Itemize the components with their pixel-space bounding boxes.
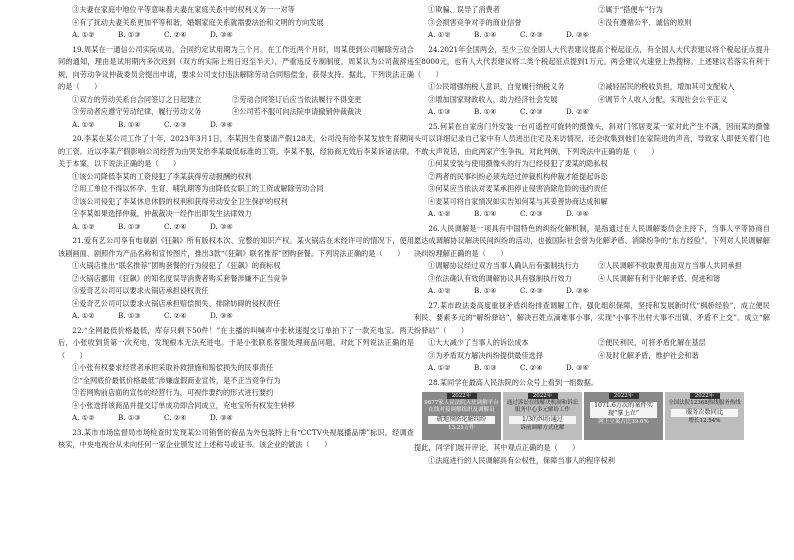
option: ④人民调解有利于化解矛盾、促进和谐 <box>598 273 721 283</box>
question-25-choices <box>414 208 770 221</box>
card-desc <box>584 399 663 401</box>
choice-a[interactable]: A. ①② <box>72 311 95 320</box>
question-24-stem: 24.2021年全国两会，至少三位全国人大代表建议提高个税起征点，有全国人大代表建议将个税起征点提升至8000元，也有人大代表建议将二类个税起征点提到1万元。两会建议火速登上热搜榜。上述建议若落实有利于（ ） <box>414 44 770 79</box>
choice-d[interactable]: D. ③④ <box>210 119 233 129</box>
card-year: 2022年 <box>690 393 720 399</box>
choice-d[interactable]: D. ③④ <box>210 413 233 422</box>
option: ③劳动者应遵守劳动纪律，履行劳动义务 <box>72 107 202 116</box>
option: ③增加国家财政收入，助力经济社会发展 <box>428 94 558 104</box>
card-value2: 13.21万件 <box>448 425 475 431</box>
question-25-stem: 25.何某在自家房门外安装一台可遥控可旋转的摄像头，斜对门邻居麦某一家对此产生不满，因而某的摄像头可以详细记录自己家中有人员进出住宅及来访情况，还会收集到他们在家院进的声音，导致家人即使关着门也不敢大声说话，由此两家产生争执。对此判例，下列说法中正确的是（ ） <box>414 121 770 156</box>
question-21-stem: 21.爱有艺公司享有电视剧《狂飙》所有版权本次、完整的知识产权。某火锅店在未经许可的情况下，使用该剧画面、剧照作为产品名称和宣传图片，推出3款“《狂飙》联名推荐”团购套餐。下列说法正确的是（ ） <box>58 236 414 258</box>
option: ②“全网底价最低价格最低”涉嫌虚假商业宣传，是不正当竞争行为 <box>72 375 281 385</box>
option: ④爱奇艺公司可以要求火锅店承担赔偿损失、排除妨碍的侵权责任 <box>72 298 281 308</box>
choice-a[interactable]: A. ①② <box>72 221 95 231</box>
option: ②便民利民，可将矛盾化解在基层 <box>598 338 706 347</box>
question-20-choices <box>58 221 414 234</box>
card-value2: 增长12.54% <box>688 418 721 424</box>
choice-c[interactable]: C. ②④ <box>164 311 187 320</box>
card-value2: 网上立案占比39.6% <box>598 419 649 425</box>
option: ②劳动合同签订后应当依法履行不得变更 <box>232 94 362 104</box>
choice-c[interactable]: C. ②③ <box>520 209 543 218</box>
option: ④小张选择该商品并提交订单成功即合同成立，充电宝所有权发生转移 <box>72 400 295 410</box>
option: ②属于“搭便车”行为 <box>598 5 663 14</box>
card-desc: 9677家人民法院入驻调解平台在线对接调解组织及调解员 <box>424 400 499 413</box>
question-24-choices <box>414 106 770 119</box>
question-23-stem: 23.某市市场监督局市场检查时发现某公司销售的商品为外包装特上有“CCTV央视展播品牌”标识。经调查核实，中央电视台从未向任何一家企业颁发过上述称号或证书。该企业的做法（ ） <box>58 427 414 449</box>
choice-a[interactable]: A. ①② <box>428 286 451 295</box>
choice-d[interactable]: D. ③④ <box>566 30 589 39</box>
choice-d[interactable]: D. ③④ <box>210 30 233 39</box>
option: ①何某安装与使用摄像头的行为已经侵犯了麦某的隐私权 <box>428 159 608 168</box>
option: ①公民增强纳税人意识，自觉履行纳税义务 <box>428 82 565 91</box>
choice-c[interactable]: C. ②④ <box>164 30 187 39</box>
option: ④调节个人收入分配，实现社会公平正义 <box>598 94 728 104</box>
question-22-choices <box>58 412 414 425</box>
question-28-option-1: ①法庭进行的人民调解具有公权性，保障当事人的程序权利 <box>428 455 615 465</box>
card-desc: 全国法院12368热线服务热线 <box>668 400 741 406</box>
question-23-choices <box>414 29 770 42</box>
pre-choices <box>58 29 414 42</box>
choice-d[interactable]: D. ③④ <box>566 363 589 372</box>
choice-d[interactable]: D. ③④ <box>210 221 233 231</box>
card-year: 2022年 <box>528 393 558 399</box>
choice-d[interactable]: D. ③④ <box>566 209 589 218</box>
pre-option-3: ③夫妻在家庭中地位平等意味着夫妻在家庭关系中的权利义务一一对等 <box>72 5 295 14</box>
choice-b[interactable]: B. ①④ <box>474 286 497 295</box>
option: ②火锅店挪用《狂飙》的知名度误导消费者购买套餐涉嫌不正当竞争 <box>72 273 288 283</box>
choice-a[interactable]: A. ①② <box>428 30 451 39</box>
choice-a[interactable]: A. ①③ <box>428 107 451 116</box>
choice-a[interactable]: A. ①② <box>72 413 95 422</box>
card-value: 服务次数同比 <box>671 409 738 417</box>
option: ④及时化解矛盾，维护社会和谐 <box>598 350 699 360</box>
choice-b[interactable]: B. ①③ <box>118 30 141 39</box>
question-19-choices <box>58 119 414 132</box>
option: ④麦某可将自家情况如实告知何某与其妥善协商达成和解 <box>428 196 608 206</box>
option: ②减轻居民的税收负担，增加其可支配收入 <box>598 82 735 91</box>
choice-d[interactable]: D. ③④ <box>566 286 589 295</box>
question-22-stem: 22.“全网最低价格最低，库存只剩下50件！”在主播的叫喊声中张秋速提交订单拍下了一款充电宝。两天后，小张收到货第一次充电，发现根本无法充进电。于是小张联系客服处理商品问题。对此下列说法正确的是（ ） <box>58 325 414 360</box>
question-20-stem: 20.李某在某公司工作了十年，2023年3月1日，李某因生育要请产假128天，公司没有给李某发放生育期间的工资。近以李某产假影响公司经营为由哭发给李某最低标准的工资。李某不服，经协商无效后李某诉诸法律。关于本案，以下说法正确的是（ ） <box>58 134 414 168</box>
pre-option-4: ④有了抚动夫妻关系更加平等和谐，婚姻家庭关系就需要法治和文明的方向发展 <box>72 17 324 27</box>
choice-d[interactable]: D. ③④ <box>210 311 233 320</box>
stat-card <box>665 392 744 440</box>
option: ③爱奇艺公司可以要求火锅店承担侵权责任 <box>72 286 209 295</box>
choice-c[interactable]: C. ②④ <box>164 221 187 231</box>
question-28-stem: 28.某同学在最高人民法院的公众号上看到一组数据。 <box>428 377 598 387</box>
option: ④李某如果选择仲裁，仲裁裁决一经作出即发生法律效力 <box>72 209 252 218</box>
option: ①双方的劳动关系自合同签订之日起建立 <box>72 94 202 104</box>
question-19-options <box>58 94 414 119</box>
question-23-options <box>414 4 770 29</box>
stat-card <box>422 392 501 440</box>
option: ②两者的民事纠纷必须先经过仲裁机构仲裁才能提起诉讼 <box>428 171 608 181</box>
question-27-options <box>414 337 770 362</box>
choice-c[interactable]: C. ②③ <box>520 107 543 116</box>
option: ①小张有权要求经营者承担采取补救措施和赔偿损失的民事责任 <box>72 363 274 372</box>
statistics-figure <box>414 392 770 440</box>
option: ④没有遵循公平、诚信的原则 <box>598 17 692 27</box>
choice-b[interactable]: B. ①④ <box>118 119 141 129</box>
card-desc: 通过诉讼在线解决机制和诉讼服务中心多元解纷工作 <box>506 400 579 413</box>
choice-c[interactable]: C. ②③ <box>164 119 187 129</box>
question-26-stem: 26.人民调解是一项具有中国特色的纠纷化解机制，是指通过在人民调解委员会主持下，当事人平等协商自愿达成调解协议解决民间纠纷的活动，也被国际社会誉为化解矛盾、消除纷争的“东方经验”。下列对人民调解解决纠纷理解正确的是（ ） <box>414 223 770 258</box>
card-year: 2022年 <box>609 393 639 399</box>
option: ①调解协议经过双方当事人确认后有强制执行力 <box>428 261 579 270</box>
choice-c[interactable]: C. ②④ <box>520 363 543 372</box>
card-value2: 诉前调解方式化解 <box>520 425 565 431</box>
question-21-choices <box>58 310 414 323</box>
right-column <box>414 4 770 467</box>
left-column <box>58 4 414 452</box>
question-28-prompt: 提此，同学们展开评论，其中观点正确的是（ ） <box>414 443 580 452</box>
option: ④公司若不服可向法院申请撤销仲裁裁决 <box>232 107 362 116</box>
choice-c[interactable]: C. ②③ <box>520 286 543 295</box>
choice-a[interactable]: A. ①② <box>72 119 95 129</box>
choice-c[interactable]: C. ②④ <box>164 413 187 422</box>
option: ①火锅店推出“联名推荐”团购套餐的行为侵犯了《狂飙》的商标权 <box>72 261 281 270</box>
option: ①欺骗、误导了消费者 <box>428 5 500 14</box>
choice-b[interactable]: B. ①④ <box>474 209 497 218</box>
choice-b[interactable]: B. ①③ <box>118 311 141 320</box>
option: ③若网购前店面的宣传的经营行为，可视作要约的形式进行要约 <box>72 388 274 397</box>
question-27-choices <box>414 362 770 375</box>
card-value: 1071.6万次的案件实现“掌上立” <box>590 402 657 418</box>
option: ③为矛盾双方解决纠纷提供最佳选择 <box>428 350 544 360</box>
question-27-stem: 27.某市政法委高度重视矛盾纠纷排查调解工作，强化组织保障，坚持和发展新时代“枫桥经验”，成立便民利民、要素多元的“解纷驿站”，解决百姓点滴难事小事，实现“小事不出村大事不出镇、矛盾不上交”。成立“解纷驿站”（ ） <box>414 300 770 335</box>
choice-a[interactable]: A. ①② <box>428 363 451 372</box>
card-value: 就地预防化解纠纷 <box>428 416 495 424</box>
question-19-stem: 19.周某在一通信公司实际成功，合同约定试用期为三个月。在工作近两个月时，周某使到公司解除劳动合同的通知，理由是试用期内多次迟到（双方的实际上班日迟至半天），严重违反专制制度。周某认为公司裁辞违规，向劳动争议仲裁委员会提出申请，要求公司支付违法解除劳动合同赔偿金，获得支持。据此，下列说法正确的是（ ） <box>58 44 414 91</box>
option: ②用工单位不得以怀孕、生育、哺乳期等为由降低女职工的工资或解除劳动合同 <box>72 184 324 193</box>
card-year: 2022年 <box>447 393 477 399</box>
choice-b[interactable]: B. ①③ <box>118 413 141 422</box>
option: ③会损害竞争对手的商业信誉 <box>428 17 522 27</box>
choice-b[interactable]: B. ①④ <box>474 30 497 39</box>
option: ①大大减少了当事人的诉讼成本 <box>428 338 529 347</box>
choice-c[interactable]: C. ②③ <box>520 30 543 39</box>
choice-a[interactable]: A. ①② <box>72 30 95 39</box>
question-26-options <box>414 260 770 285</box>
choice-b[interactable]: B. ①④ <box>474 107 497 116</box>
option: ③何某应当依法对麦某承担停止侵害消除危险的违约责任 <box>428 184 608 193</box>
choice-d[interactable]: D. ②④ <box>566 107 589 116</box>
question-24-options <box>414 81 770 106</box>
choice-a[interactable]: A. ①② <box>428 209 451 218</box>
option: ③该公司侵犯了李某休息休假的权利和获得劳动安全卫生保护的权利 <box>72 196 288 206</box>
option: ②人民调解不收取费用由双方当事人共同承担 <box>598 261 742 270</box>
stat-card <box>503 392 582 440</box>
option: ③依法确认有效的调解协议具有强制执行效力 <box>428 273 572 283</box>
stat-card <box>584 392 663 440</box>
choice-b[interactable]: B. ①③ <box>474 363 497 372</box>
question-26-choices <box>414 285 770 298</box>
option: ①该公司降低李某的工资侵犯了李某获得劳动报酬的权利 <box>72 171 252 181</box>
choice-b[interactable]: B. ①③ <box>118 221 141 231</box>
card-value: 1/3的纠纷通过 <box>509 416 576 424</box>
